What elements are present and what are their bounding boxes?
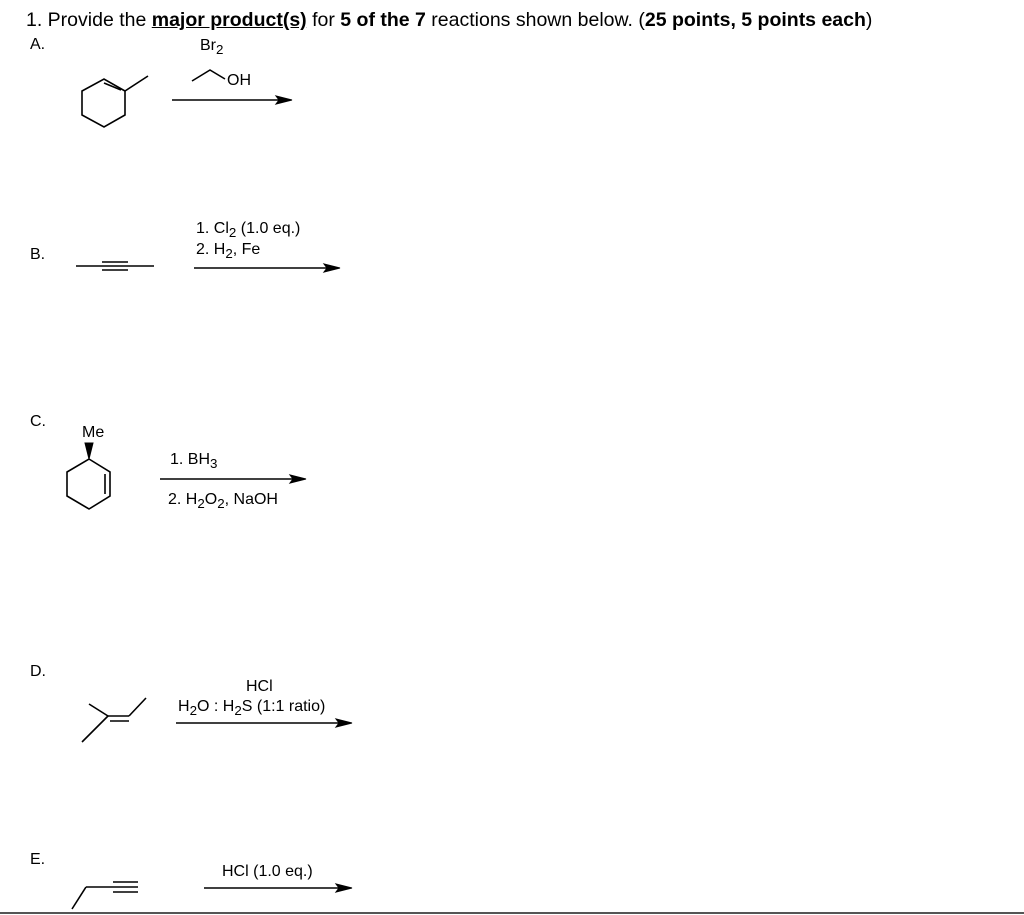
reaction-b-step-2	[196, 240, 260, 264]
reaction-c-substrate	[67, 443, 110, 509]
reaction-d-label: D.	[30, 663, 46, 680]
question-mid-1: for	[306, 9, 341, 31]
reaction-a-ethanol-bond	[192, 70, 225, 81]
reaction-d-solvent-part-2: O : H	[196, 698, 235, 715]
reaction-a-reagent	[200, 36, 223, 60]
question-suffix: )	[865, 9, 873, 31]
reaction-c-step-2-mid: O	[204, 491, 218, 508]
question-mid-2: reactions shown below. (	[425, 9, 645, 31]
reaction-b-substrate	[76, 262, 154, 270]
reaction-d-solvent	[178, 697, 325, 721]
reaction-c-methyl-label: Me	[82, 424, 105, 441]
reaction-c-arrow	[160, 475, 306, 483]
reaction-c-step-2-suffix: , NaOH	[224, 491, 278, 508]
reaction-c-step-1	[170, 450, 217, 474]
reaction-a-solvent-oh: OH	[227, 72, 251, 89]
reaction-b-label: B.	[30, 246, 46, 263]
reaction-c-step-2-sub-1: 2	[197, 496, 205, 512]
reaction-d-solvent-part-3: S (1:1 ratio)	[241, 698, 326, 715]
reaction-c-label: C.	[30, 413, 46, 430]
reaction-b-step-2-suffix: , Fe	[232, 241, 261, 258]
reaction-d-solvent-sub-1: 2	[189, 703, 197, 719]
bottom-divider	[0, 912, 1024, 914]
reaction-b-arrow	[194, 264, 340, 272]
reaction-a-label: A.	[30, 36, 46, 53]
question-prefix: 1. Provide the	[26, 9, 152, 31]
reaction-c-step-1-sub: 3	[210, 456, 218, 472]
reaction-a-reagent-main: Br	[200, 37, 216, 54]
reaction-a-reagent-sub: 2	[216, 42, 224, 58]
reaction-c-step-1-prefix: 1. BH	[170, 451, 211, 468]
reaction-b-step-2-prefix: 2. H	[196, 241, 226, 258]
reaction-c-step-2-prefix: 2. H	[168, 491, 198, 508]
reaction-e-label: E.	[30, 851, 46, 868]
reaction-c-step-2-sub-2: 2	[217, 496, 225, 512]
reaction-a-substrate	[82, 76, 148, 127]
reaction-e-arrow	[204, 884, 352, 892]
reaction-b-step-1-prefix: 1. Cl	[196, 220, 229, 237]
reaction-e-reagent: HCl (1.0 eq.)	[222, 863, 313, 880]
reaction-b-step-2-sub: 2	[225, 246, 233, 262]
points-emphasis: 25 points, 5 points each	[644, 9, 866, 31]
reaction-count-emphasis: 5 of the 7	[340, 9, 426, 31]
major-products-emphasis: major product(s)	[151, 9, 307, 31]
reaction-b-step-1-sub: 2	[228, 225, 237, 241]
reaction-a-arrow	[172, 96, 292, 104]
reaction-e-substrate	[72, 882, 138, 909]
reaction-b-step-1-suffix: (1.0 eq.)	[236, 220, 301, 237]
reaction-d-solvent-part-1: H	[178, 698, 190, 715]
reaction-d-reagent-hcl: HCl	[246, 678, 273, 695]
reaction-c-step-2	[168, 490, 278, 514]
reaction-d-solvent-sub-2: 2	[234, 703, 242, 719]
reaction-d-substrate	[82, 698, 146, 742]
